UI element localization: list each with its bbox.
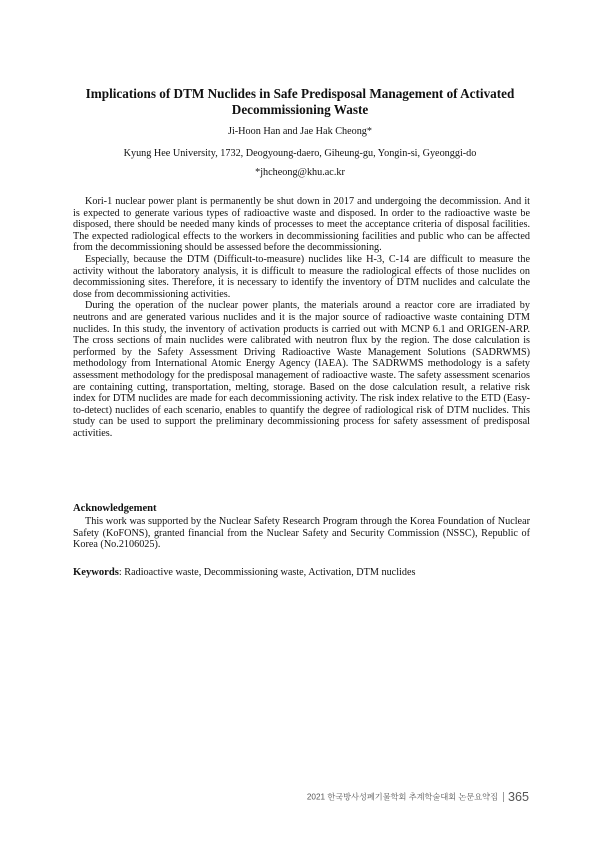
page-footer	[307, 788, 529, 806]
author-affiliation: Kyung Hee University, 1732, Deogyoung-daero, Giheung-gu, Yongin-si, Gyeonggi-do	[123, 148, 477, 159]
keywords-label: Keywords	[73, 567, 119, 578]
abstract-body	[73, 196, 530, 439]
acknowledgement-heading: Acknowledgement	[73, 503, 157, 514]
author-list: Ji-Hoon Han and Jae Hak Cheong*	[227, 126, 372, 137]
footer-divider	[503, 792, 504, 802]
keywords-line	[73, 567, 530, 579]
page-number: 365	[507, 789, 529, 804]
abstract-paragraph-2: Especially, because the DTM (Difficult-to-measure) nuclides like H-3, C-14 are difficult to measure the activity without the laboratory analysis, it is difficult to measure the radiological effects of those nuclides on decommissioning sites. Therefore, it is necessary to identify the inventory of DTM nuclides and calculate the dose from decommissioning activities.	[73, 253, 530, 300]
acknowledgement-section	[73, 516, 530, 551]
keywords-text: Radioactive waste, Decommissioning waste, Activation, DTM nuclides	[124, 567, 416, 578]
paper-title: Implications of DTM Nuclides in Safe Predisposal Management of Activated Decommissioning Waste	[85, 86, 515, 117]
abstract-paragraph-1: Kori-1 nuclear power plant is permanently be shut down in 2017 and undergoing the decommission. And it is expected to generate various types of radioactive waste and disposed. In order to the radioactive waste be disposed, there should be needed many kinds of processes to meet the acceptance criteria of disposal facilities. The expected radiological effects to the workers in decommissioning facilities and public who can be affected from the decommissioning should be assessed before the decommissioning.	[73, 196, 530, 254]
keywords-separator: :	[118, 567, 125, 578]
conference-name: 2021 한국방사성폐기물학회 추계학술대회 논문요약집	[306, 792, 498, 802]
abstract-paragraph-3: During the operation of the nuclear power plants, the materials around a reactor core are irradiated by neutrons and are generated various nuclides and it is the major source of radioactive waste containing DTM nuclides. In this study, the inventory of activation products is carried out with MCNP 6.1 and ORIGEN-ARP. The cross sections of main nuclides were calibrated with neutron flux by the region. The dose calculation is performed by the Safety Assessment Driving Radioactive Waste Management Solutions (SADRWMS) methodology from International Atomic Energy Agency (IAEA). The SADRWMS methodology is a safety assessment methodology for the predisposal management of radioactive waste. The safety assessment scenarios are containing cutting, transportation, melting, storage. Based on the dose calculation result, a relative risk index for DTM nuclides are made for each decommissioning activity. The risk index relative to the ETD (Easy-to-detect) nuclides of each scenario, enables to quantify the degree of radiological risk of DTM nuclides. This study can be used to support the preliminary decommissioning process for safety assessment of predisposal activities.	[73, 300, 530, 439]
acknowledgement-text: This work was supported by the Nuclear Safety Research Program through the Korea Foundation of Nuclear Safety (KoFONS), granted financial from the Nuclear Safety and Security Commission (NSSC), Republic of Korea (No.2106025).	[73, 516, 530, 551]
corresponding-email: *jhcheong@khu.ac.kr	[255, 167, 345, 178]
